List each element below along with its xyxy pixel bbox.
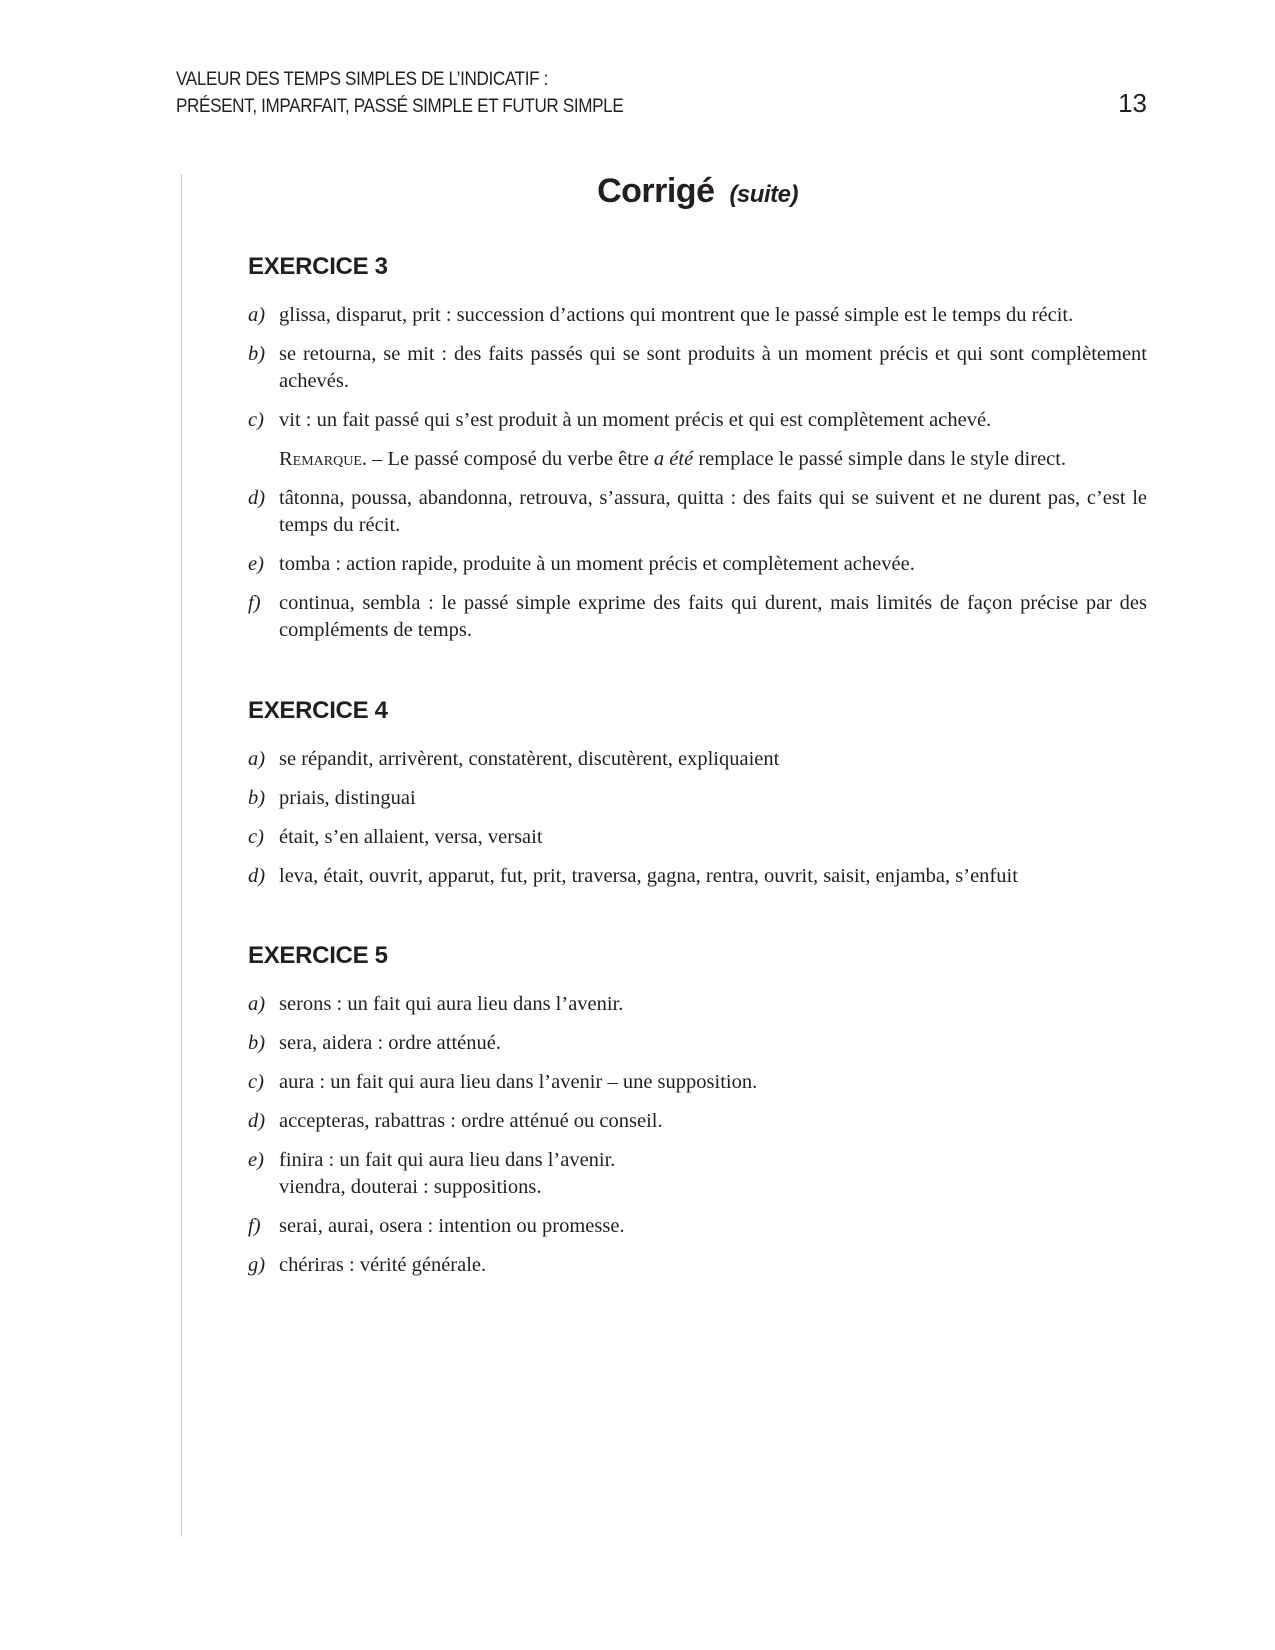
remark-text-after: remplace le passé simple dans le style direct. [693, 448, 1067, 470]
page-content [248, 168, 1147, 1291]
exercice-5-item-f [248, 1213, 1147, 1240]
exercice-4-section [248, 696, 1147, 890]
item-text: glissa, disparut, prit : succession d’actions qui montrent que le passé simple est le temps du récit. [279, 304, 1074, 326]
item-letter: c) [248, 409, 264, 431]
item-letter: b) [248, 787, 266, 809]
exercice-3-remark [248, 446, 1147, 473]
exercice-5-section [248, 941, 1147, 1279]
item-letter: a) [248, 993, 266, 1015]
page-title-main: Corrigé [597, 172, 715, 210]
item-text: aura : un fait qui aura lieu dans l’avenir – une supposition. [279, 1071, 758, 1093]
running-header-title [176, 66, 1050, 120]
exercice-5-heading: EXERCICE 5 [248, 942, 388, 969]
remark-text [279, 446, 1147, 473]
item-text-line-2: viendra, douterai : suppositions. [279, 1176, 542, 1198]
item-letter: d) [248, 865, 266, 887]
exercice-3-item-e [248, 551, 1147, 578]
item-text [279, 1147, 1147, 1201]
exercice-5-item-e [248, 1147, 1147, 1201]
remark-text-before: – Le passé composé du verbe être [367, 448, 654, 470]
exercice-5-item-d [248, 1108, 1147, 1135]
item-text: priais, distinguai [279, 787, 416, 809]
page-title-subtitle: (suite) [729, 181, 798, 208]
exercice-5-item-c [248, 1069, 1147, 1096]
exercice-3-heading: EXERCICE 3 [248, 253, 388, 280]
item-letter: f) [248, 1215, 261, 1237]
item-text: était, s’en allaient, versa, versait [279, 826, 543, 848]
running-header [176, 66, 1147, 126]
exercice-4-item-d [248, 863, 1147, 890]
exercice-5-item-b [248, 1030, 1147, 1057]
item-text: chériras : vérité générale. [279, 1254, 487, 1276]
item-letter: e) [248, 1149, 264, 1171]
exercice-4-item-b [248, 785, 1147, 812]
item-letter: c) [248, 1071, 264, 1093]
exercice-3-item-d [248, 485, 1147, 539]
item-text: vit : un fait passé qui s’est produit à un moment précis et qui est complètement achevé. [279, 409, 992, 431]
item-text: continua, sembla : le passé simple exprime des faits qui durent, mais limités de façon précise par des compléments de temps. [279, 592, 1147, 641]
running-header-line-1: VALEUR DES TEMPS SIMPLES DE L’INDICATIF : [176, 69, 548, 90]
item-text: serons : un fait qui aura lieu dans l’avenir. [279, 993, 624, 1015]
exercice-4-item-c [248, 824, 1147, 851]
item-text: leva, était, ouvrit, apparut, fut, prit, traversa, gagna, rentra, ouvrit, saisit, enjamba, s’enfuit [279, 865, 1018, 887]
item-text-line-1: finira : un fait qui aura lieu dans l’avenir. [279, 1149, 616, 1171]
item-letter: a) [248, 304, 266, 326]
exercice-5-item-a [248, 991, 1147, 1018]
exercice-4-item-a [248, 746, 1147, 773]
exercice-3-item-a [248, 302, 1147, 329]
remark-label: Remarque. [279, 448, 368, 470]
item-letter: d) [248, 1110, 266, 1132]
page-title [248, 168, 1147, 218]
item-text: tâtonna, poussa, abandonna, retrouva, s’assura, quitta : des faits qui se suivent et ne durent pas, c’est le temps du récit. [279, 487, 1147, 536]
item-letter: a) [248, 748, 266, 770]
exercice-3-section [248, 252, 1147, 644]
exercice-3-item-b [248, 341, 1147, 395]
item-letter: c) [248, 826, 264, 848]
item-letter: g) [248, 1254, 266, 1276]
item-text: se répandit, arrivèrent, constatèrent, discutèrent, expliquaient [279, 748, 780, 770]
exercice-3-item-c [248, 407, 1147, 434]
item-letter: d) [248, 487, 266, 509]
item-letter: f) [248, 592, 261, 614]
margin-rule [181, 174, 182, 1537]
item-letter: e) [248, 553, 264, 575]
item-text: serai, aurai, osera : intention ou promesse. [279, 1215, 625, 1237]
item-letter: b) [248, 343, 266, 365]
item-text: sera, aidera : ordre atténué. [279, 1032, 501, 1054]
remark-emphasis: a été [653, 448, 694, 470]
item-text: se retourna, se mit : des faits passés qui se sont produits à un moment précis et qui sont complètement achevés. [279, 343, 1147, 392]
page-number: 13 [1118, 88, 1147, 118]
exercice-5-item-g [248, 1252, 1147, 1279]
item-text: accepteras, rabattras : ordre atténué ou conseil. [279, 1110, 663, 1132]
exercice-3-item-f [248, 590, 1147, 644]
item-letter: b) [248, 1032, 266, 1054]
exercice-4-heading: EXERCICE 4 [248, 697, 388, 724]
item-text: tomba : action rapide, produite à un moment précis et complètement achevée. [279, 553, 915, 575]
running-header-line-2: PRÉSENT, IMPARFAIT, PASSÉ SIMPLE ET FUTUR SIMPLE [176, 96, 624, 117]
